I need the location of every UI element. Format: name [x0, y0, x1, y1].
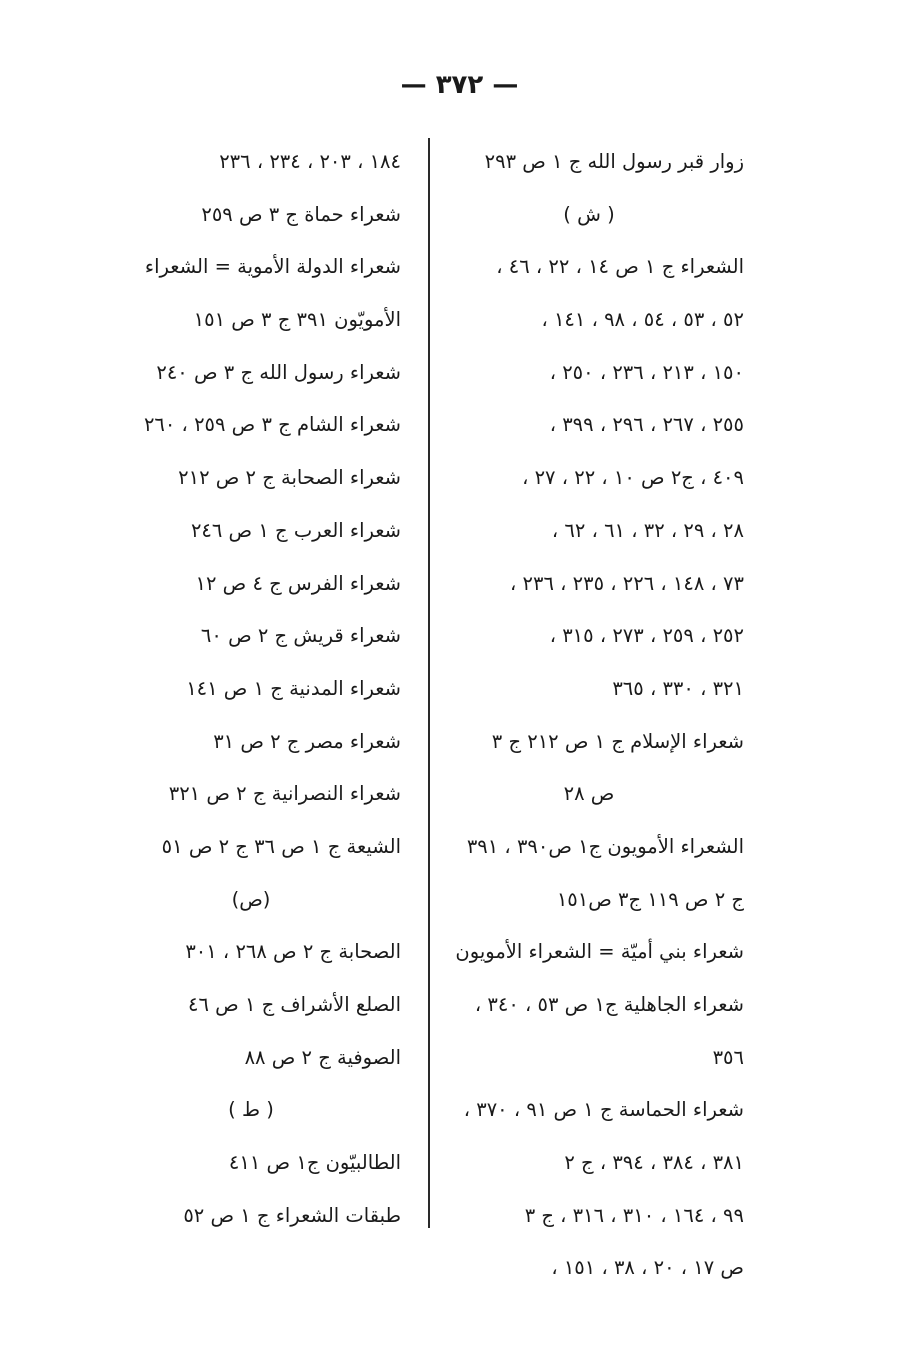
index-column-right: [434, 136, 744, 1295]
index-entry: شعراء رسول الله ج ٣ ص ٢٤٠: [156, 360, 401, 384]
index-entry: زوار قبر رسول الله ج ١ ص ٢٩٣: [484, 150, 744, 173]
index-entry: ص ١٧ ، ٢٠ ، ٣٨ ، ١٥١ ،: [551, 1256, 744, 1280]
index-entry: شعراء الحماسة ج ١ ص ٩١ ، ٣٧٠ ،: [463, 1098, 744, 1122]
index-entry: الصوفية ج ٢ ص ٨٨: [244, 1045, 401, 1069]
section-letter-heading: (ص): [231, 887, 271, 911]
index-entry: شعراء العرب ج ١ ص ٢٤٦: [190, 518, 401, 542]
index-entry: الأمويّون ٣٩١ ج ٣ ص ١٥١: [193, 308, 401, 332]
index-entry: شعراء مصر ج ٢ ص ٣١: [213, 729, 401, 753]
index-entry: شعراء الجاهلية ج١ ص ٥٣ ، ٣٤٠ ،: [474, 993, 744, 1016]
index-entry: ١٥٠ ، ٢١٣ ، ٢٣٦ ، ٢٥٠ ،: [549, 360, 744, 384]
index-entry: الشيعة ج ١ ص ٣٦ ج ٢ ص ٥١: [161, 834, 401, 858]
index-entry: ٢٥٥ ، ٢٦٧ ، ٢٩٦ ، ٣٩٩ ،: [549, 413, 744, 437]
index-entry: ٣٢١ ، ٣٣٠ ، ٣٦٥: [612, 676, 744, 700]
index-entry: شعراء حماة ج ٣ ص ٢٥٩: [201, 202, 401, 226]
index-column-left: [101, 136, 401, 1242]
index-entry: ٢٨ ، ٢٩ ، ٣٢ ، ٦١ ، ٦٢ ،: [551, 518, 744, 542]
index-entry: شعراء قريش ج ٢ ص ٦٠: [200, 624, 401, 648]
index-entry: شعراء الشام ج ٣ ص ٢٥٩ ، ٢٦٠: [143, 413, 401, 437]
index-entry: ٤٠٩ ، ج٢ ص ١٠ ، ٢٢ ، ٢٧ ،: [522, 466, 744, 490]
index-entry: الطالبيّون ج١ ص ٤١١: [228, 1151, 401, 1175]
index-entry: ج ٢ ص ١١٩ ج٣ ص١٥١: [556, 887, 744, 911]
section-letter-heading: ص ٢٨: [563, 782, 615, 806]
index-entry: الصحابة ج ٢ ص ٢٦٨ ، ٣٠١: [185, 940, 401, 964]
index-entry: ٧٣ ، ١٤٨ ، ٢٢٦ ، ٢٣٥ ، ٢٣٦ ،: [510, 571, 744, 595]
index-entry: الصلع الأشراف ج ١ ص ٤٦: [188, 993, 401, 1016]
section-letter-heading: ( ش ): [563, 202, 615, 226]
index-entry: شعراء النصرانية ج ٢ ص ٣٢١: [168, 782, 401, 806]
index-entry: ٥٢ ، ٥٣ ، ٥٤ ، ٩٨ ، ١٤١ ،: [541, 308, 744, 332]
page-number: — ٣٧٢ —: [400, 70, 519, 100]
index-entry: شعراء المدنية ج ١ ص ١٤١: [186, 676, 401, 700]
index-entry: ٩٩ ، ١٦٤ ، ٣١٠ ، ٣١٦ ، ج ٣: [524, 1203, 744, 1227]
index-entry: شعراء الدولة الأموية = الشعراء: [144, 255, 401, 279]
index-entry: الشعراء ج ١ ص ١٤ ، ٢٢ ، ٤٦ ،: [496, 255, 744, 279]
index-entry: شعراء الإسلام ج ١ ص ٢١٢ ج ٣: [491, 729, 744, 753]
index-entry: طبقات الشعراء ج ١ ص ٥٢: [183, 1203, 401, 1227]
index-entry: شعراء بني أميّة = الشعراء الأمويون: [455, 940, 744, 964]
section-letter-heading: ( ط ): [228, 1098, 274, 1122]
index-entry: الشعراء الأمويون ج١ ص٣٩٠ ، ٣٩١: [466, 834, 744, 858]
index-entry: ٣٨١ ، ٣٨٤ ، ٣٩٤ ، ج ٢: [564, 1151, 744, 1175]
index-entry: ٣٥٦: [712, 1045, 744, 1069]
index-entry: شعراء الفرس ج ٤ ص ١٢: [195, 571, 401, 595]
index-entry: شعراء الصحابة ج ٢ ص ٢١٢: [178, 466, 401, 490]
column-divider: [428, 138, 430, 1228]
index-entry: ١٨٤ ، ٢٠٣ ، ٢٣٤ ، ٢٣٦: [219, 150, 401, 173]
index-entry: ٢٥٢ ، ٢٥٩ ، ٢٧٣ ، ٣١٥ ،: [549, 624, 744, 648]
